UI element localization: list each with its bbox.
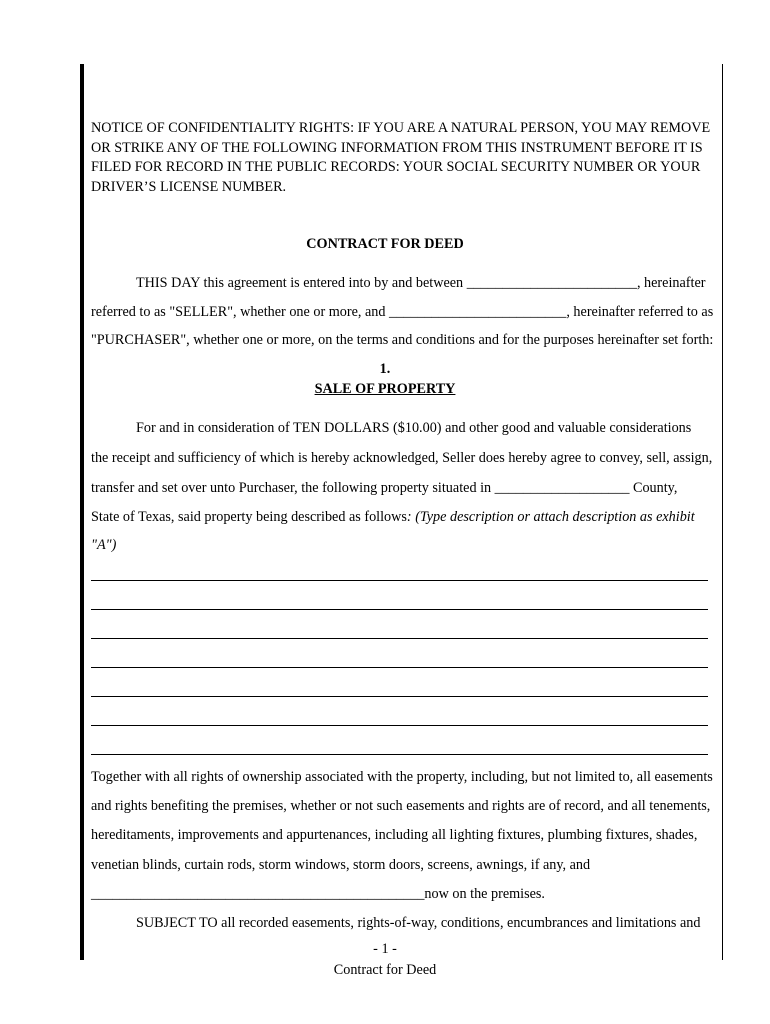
left-margin-bar [80, 64, 84, 960]
sale-line-4 [91, 508, 695, 526]
description-line-1 [91, 580, 708, 581]
description-line-2 [91, 609, 708, 610]
sale-line-1: For and in consideration of TEN DOLLARS ($10.00) and other good and valuable considerations [136, 420, 692, 436]
footer-doc-name: Contract for Deed [333, 962, 437, 978]
description-line-4 [91, 667, 708, 668]
intro-line-2: referred to as "SELLER", whether one or more, and _________________________, hereinafter referred to as [91, 304, 714, 320]
section-number: 1. [379, 361, 391, 377]
right-margin-line [722, 64, 723, 960]
intro-line-3: "PURCHASER", whether one or more, on the terms and conditions and for the purposes hereinafter set forth: [91, 332, 714, 348]
description-line-3 [91, 638, 708, 639]
together-line-4: venetian blinds, curtain rods, storm windows, storm doors, screens, awnings, if any, and [91, 857, 591, 873]
document-title: CONTRACT FOR DEED [306, 236, 464, 252]
together-line-2: and rights benefiting the premises, whether or not such easements and rights are of record, and all tenements, [91, 798, 711, 814]
confidentiality-notice: NOTICE OF CONFIDENTIALITY RIGHTS: IF YOU ARE A NATURAL PERSON, YOU MAY REMOVE OR STRIKE ANY OF THE FOLLOWING INFORMATION FROM THIS INSTRUMENT BEFORE IT IS FILED FOR RECORD IN THE PUBLIC RECORDS: YOUR SOCIAL SECURITY NUMBER OR YOUR DRIVER’S LICENSE NUMBER. [91, 120, 711, 195]
sale-line-4-instruction: : (Type description or attach description as exhibit [406, 509, 695, 525]
description-line-6 [91, 725, 708, 726]
sale-line-5: "A") [91, 537, 117, 553]
subject-to-line: SUBJECT TO all recorded easements, rights-of-way, conditions, encumbrances and limitations and [136, 915, 701, 931]
page-number: - 1 - [373, 941, 397, 957]
together-line-3: hereditaments, improvements and appurtenances, including all lighting fixtures, plumbing fixtures, shades, [91, 827, 698, 843]
description-line-5 [91, 696, 708, 697]
description-line-7 [91, 754, 708, 755]
together-line-1: Together with all rights of ownership associated with the property, including, but not limited to, all easements [91, 769, 713, 785]
section-heading: SALE OF PROPERTY [314, 381, 456, 397]
together-line-5: _______________________________________________now on the premises. [91, 886, 545, 902]
sale-line-2: the receipt and sufficiency of which is hereby acknowledged, Seller does hereby agree to convey, sell, assign, [91, 450, 713, 466]
sale-line-3: transfer and set over unto Purchaser, the following property situated in ___________________ County, [91, 480, 678, 496]
sale-line-4-text: State of Texas, said property being described as follows [91, 509, 407, 525]
intro-line-1: THIS DAY this agreement is entered into by and between ________________________, hereinafter [136, 275, 706, 291]
